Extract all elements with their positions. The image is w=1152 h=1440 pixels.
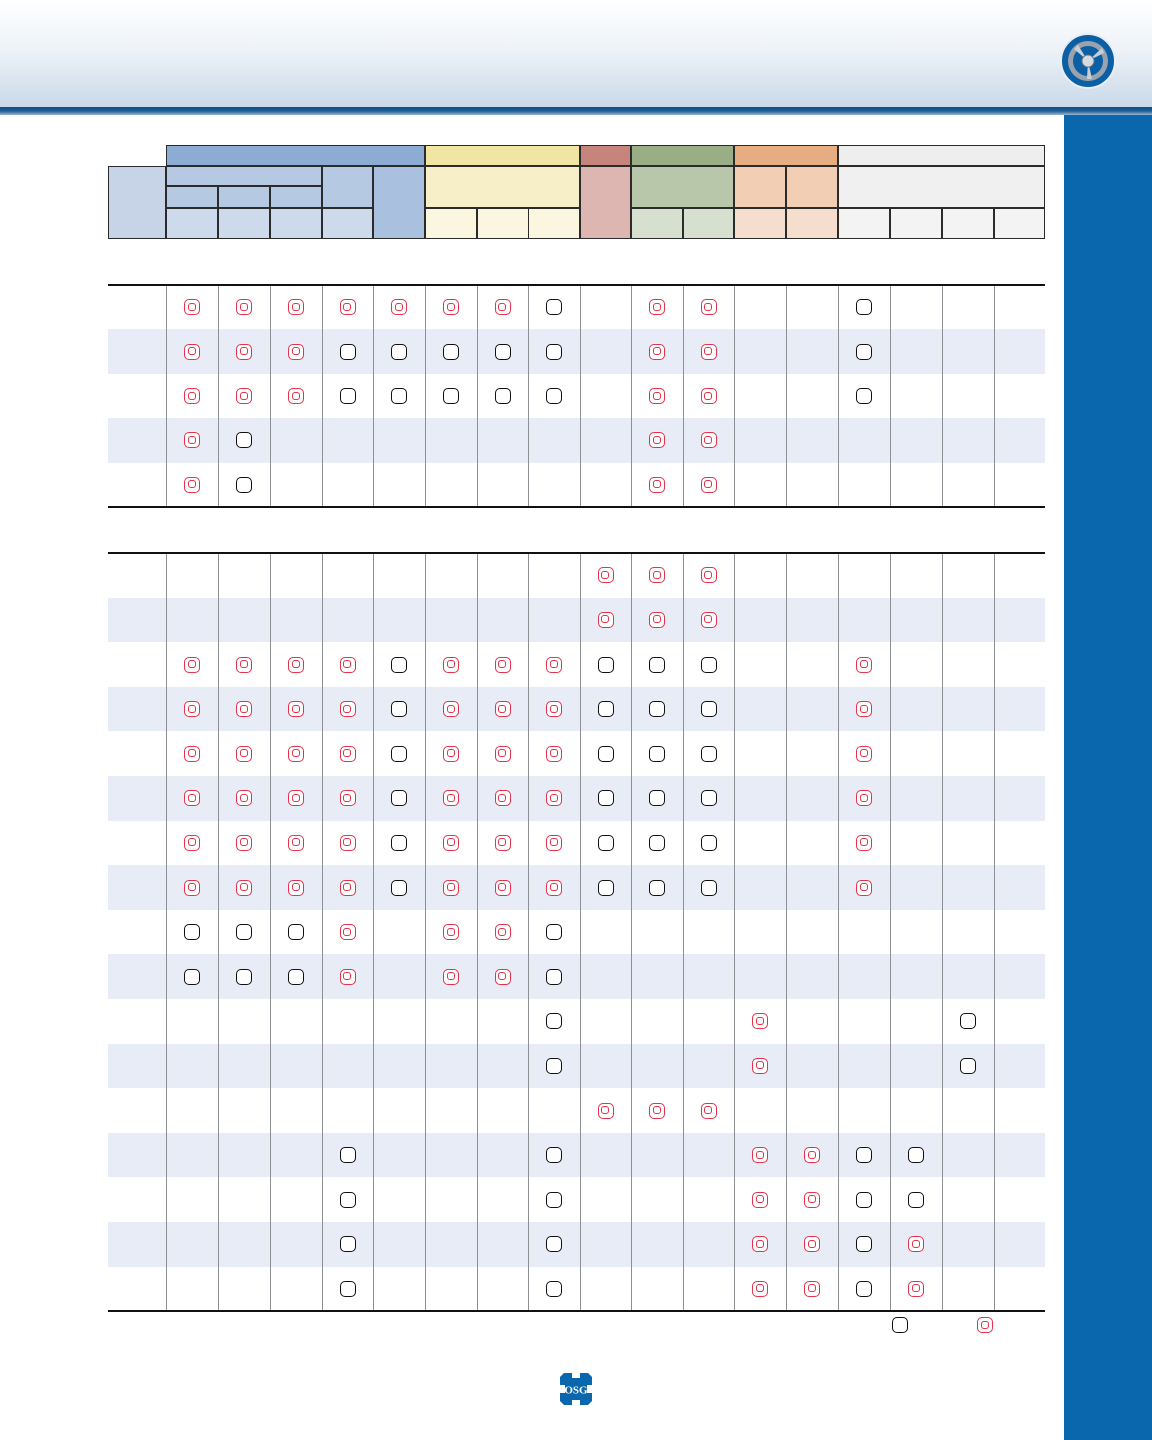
recommended-mark [752, 1058, 768, 1074]
recommended-mark [495, 835, 511, 851]
recommended-mark [752, 1013, 768, 1029]
recommended-mark [236, 790, 252, 806]
recommended-mark [804, 1147, 820, 1163]
group1-sub-e [373, 166, 425, 239]
usable-mark [701, 657, 717, 673]
recommended-mark [701, 1103, 717, 1119]
usable-mark [184, 924, 200, 940]
recommended-mark [340, 701, 356, 717]
group5-sub-b [786, 166, 838, 208]
column-divider [166, 553, 167, 1311]
recommended-mark [184, 835, 200, 851]
usable-mark [443, 388, 459, 404]
recommended-mark [236, 701, 252, 717]
group5-leaf-1 [734, 208, 786, 239]
column-divider [683, 553, 684, 1311]
group-header-6 [838, 145, 1045, 166]
recommended-mark [340, 969, 356, 985]
recommended-mark [701, 612, 717, 628]
group6-leaf-1 [838, 208, 890, 239]
table1-top-rule [108, 284, 1045, 286]
recommended-mark [649, 299, 665, 315]
recommended-mark [856, 880, 872, 896]
recommended-mark [184, 299, 200, 315]
column-divider [528, 553, 529, 1311]
column-divider [477, 285, 478, 507]
recommended-mark [649, 567, 665, 583]
usable-mark [236, 432, 252, 448]
usable-mark [546, 969, 562, 985]
recommended-mark [908, 1281, 924, 1297]
column-divider [994, 553, 995, 1311]
group2-leaf-1 [425, 208, 477, 239]
group1-leaf-1 [166, 208, 218, 239]
usable-mark [546, 1192, 562, 1208]
recommended-mark [649, 388, 665, 404]
recommended-mark [184, 701, 200, 717]
legend-recommended-mark [977, 1317, 993, 1333]
column-divider [580, 553, 581, 1311]
recommended-mark [236, 657, 252, 673]
group1-sub-a [166, 186, 218, 208]
usable-mark [856, 344, 872, 360]
recommended-mark [598, 612, 614, 628]
group4-leaf-1 [631, 208, 683, 239]
column-divider [942, 285, 943, 507]
usable-mark [340, 1236, 356, 1252]
group1-sub-c [270, 186, 322, 208]
usable-mark [649, 790, 665, 806]
recommended-mark [340, 835, 356, 851]
usable-mark [546, 1013, 562, 1029]
usable-mark [649, 746, 665, 762]
usable-mark [391, 388, 407, 404]
recommended-mark [443, 746, 459, 762]
recommended-mark [340, 657, 356, 673]
recommended-mark [804, 1192, 820, 1208]
usable-mark [856, 1281, 872, 1297]
recommended-mark [340, 880, 356, 896]
usable-mark [495, 344, 511, 360]
column-divider [786, 285, 787, 507]
group6-leaf-3 [942, 208, 994, 239]
table2-bottom-rule [108, 1310, 1045, 1312]
usable-mark [546, 299, 562, 315]
osg-logo-icon [556, 1369, 596, 1409]
usable-mark [391, 880, 407, 896]
recommended-mark [288, 299, 304, 315]
recommended-mark [184, 432, 200, 448]
column-divider [477, 553, 478, 1311]
recommended-mark [701, 477, 717, 493]
recommended-mark [495, 657, 511, 673]
usable-mark [546, 1236, 562, 1252]
usable-mark [236, 969, 252, 985]
column-divider [683, 285, 684, 507]
column-divider [942, 553, 943, 1311]
group6-leaf-2 [890, 208, 942, 239]
recommended-mark [184, 344, 200, 360]
row-header-cell [108, 166, 166, 239]
recommended-mark [288, 657, 304, 673]
column-divider [786, 553, 787, 1311]
recommended-mark [701, 299, 717, 315]
usable-mark [649, 657, 665, 673]
column-divider [838, 285, 839, 507]
recommended-mark [546, 701, 562, 717]
recommended-mark [184, 790, 200, 806]
column-divider [166, 285, 167, 507]
group6-leaf-4 [994, 208, 1045, 239]
usable-mark [391, 657, 407, 673]
recommended-mark [701, 344, 717, 360]
recommended-mark [649, 612, 665, 628]
column-divider [322, 553, 323, 1311]
group2-leaf-2 [477, 208, 529, 239]
column-divider [270, 553, 271, 1311]
usable-mark [598, 701, 614, 717]
usable-mark [340, 1192, 356, 1208]
row-stripe [108, 598, 1045, 643]
column-divider [218, 285, 219, 507]
column-divider [373, 285, 374, 507]
group-header-2 [425, 145, 580, 166]
recommended-mark [184, 657, 200, 673]
recommended-mark [495, 701, 511, 717]
usable-mark [236, 924, 252, 940]
usable-mark [649, 835, 665, 851]
recommended-mark [908, 1236, 924, 1252]
recommended-mark [856, 657, 872, 673]
usable-mark [960, 1058, 976, 1074]
column-divider [994, 285, 995, 507]
column-divider [425, 285, 426, 507]
usable-mark [340, 1281, 356, 1297]
recommended-mark [546, 790, 562, 806]
recommended-mark [546, 880, 562, 896]
usable-mark [340, 1147, 356, 1163]
group3-sub [580, 166, 631, 239]
usable-mark [701, 880, 717, 896]
column-divider [270, 285, 271, 507]
usable-mark [546, 344, 562, 360]
usable-mark [391, 746, 407, 762]
column-divider [734, 553, 735, 1311]
recommended-mark [856, 701, 872, 717]
usable-mark [701, 835, 717, 851]
recommended-mark [236, 299, 252, 315]
recommended-mark [236, 835, 252, 851]
usable-mark [856, 388, 872, 404]
group1-sub-d [322, 166, 373, 208]
usable-mark [856, 1147, 872, 1163]
usable-mark [960, 1013, 976, 1029]
column-divider [734, 285, 735, 507]
usable-mark [856, 299, 872, 315]
recommended-mark [288, 746, 304, 762]
group-header-3 [580, 145, 631, 166]
usable-mark [546, 1058, 562, 1074]
recommended-mark [546, 657, 562, 673]
recommended-mark [856, 790, 872, 806]
recommended-mark [495, 299, 511, 315]
group1-sub-header [166, 166, 322, 186]
usable-mark [288, 924, 304, 940]
usable-mark [598, 790, 614, 806]
usable-mark [391, 344, 407, 360]
usable-mark [701, 746, 717, 762]
group1-leaf-3 [270, 208, 322, 239]
row-stripe [108, 1133, 1045, 1178]
recommended-mark [752, 1147, 768, 1163]
usable-mark [908, 1192, 924, 1208]
recommended-mark [236, 880, 252, 896]
usable-mark [391, 835, 407, 851]
recommended-mark [752, 1281, 768, 1297]
group2-sub-header [425, 166, 580, 208]
recommended-mark [288, 344, 304, 360]
usable-mark [598, 835, 614, 851]
recommended-mark [804, 1236, 820, 1252]
recommended-mark [443, 701, 459, 717]
column-divider [218, 553, 219, 1311]
recommended-mark [236, 746, 252, 762]
group6-sub-header [838, 166, 1045, 208]
recommended-mark [443, 835, 459, 851]
recommended-mark [340, 299, 356, 315]
usable-mark [236, 477, 252, 493]
recommended-mark [391, 299, 407, 315]
usable-mark [495, 388, 511, 404]
usable-mark [340, 344, 356, 360]
recommended-mark [495, 969, 511, 985]
recommended-mark [288, 790, 304, 806]
usable-mark [649, 701, 665, 717]
recommended-mark [856, 835, 872, 851]
recommended-mark [495, 924, 511, 940]
usable-mark [546, 1281, 562, 1297]
usable-mark [546, 388, 562, 404]
recommended-mark [752, 1192, 768, 1208]
usable-mark [340, 388, 356, 404]
group-header-5 [734, 145, 838, 166]
recommended-mark [495, 880, 511, 896]
column-divider [631, 553, 632, 1311]
recommended-mark [649, 1103, 665, 1119]
column-divider [631, 285, 632, 507]
recommended-mark [340, 746, 356, 762]
column-divider [838, 553, 839, 1311]
recommended-mark [546, 835, 562, 851]
recommended-mark [443, 924, 459, 940]
recommended-mark [443, 880, 459, 896]
recommended-mark [856, 746, 872, 762]
usable-mark [598, 880, 614, 896]
recommended-mark [752, 1236, 768, 1252]
group5-leaf-2 [786, 208, 838, 239]
row-stripe [108, 1044, 1045, 1089]
group-header-1 [166, 145, 425, 166]
recommended-mark [443, 657, 459, 673]
recommended-mark [184, 477, 200, 493]
row-stripe [108, 1222, 1045, 1267]
group1-sub-b [218, 186, 270, 208]
usable-mark [856, 1236, 872, 1252]
recommended-mark [701, 388, 717, 404]
group-header-4 [631, 145, 734, 166]
usable-mark [598, 746, 614, 762]
group1-leaf-4 [322, 208, 373, 239]
recommended-mark [288, 880, 304, 896]
recommended-mark [443, 299, 459, 315]
recommended-mark [649, 344, 665, 360]
recommended-mark [495, 790, 511, 806]
recommended-mark [288, 835, 304, 851]
column-divider [580, 285, 581, 507]
group4-sub-header [631, 166, 734, 208]
group4-leaf-2 [683, 208, 734, 239]
usable-mark [598, 657, 614, 673]
usable-mark [701, 790, 717, 806]
usable-mark [184, 969, 200, 985]
usable-mark [391, 790, 407, 806]
recommended-mark [443, 969, 459, 985]
usable-mark [856, 1192, 872, 1208]
recommended-mark [495, 746, 511, 762]
recommended-mark [340, 924, 356, 940]
usable-mark [546, 1147, 562, 1163]
group1-leaf-2 [218, 208, 270, 239]
recommended-mark [236, 388, 252, 404]
recommended-mark [236, 344, 252, 360]
recommended-mark [184, 388, 200, 404]
recommended-mark [598, 1103, 614, 1119]
recommended-mark [546, 746, 562, 762]
recommended-mark [184, 746, 200, 762]
column-divider [425, 553, 426, 1311]
recommended-mark [649, 432, 665, 448]
recommended-mark [701, 567, 717, 583]
usable-mark [391, 701, 407, 717]
table2-top-rule [108, 552, 1045, 554]
recommended-mark [340, 790, 356, 806]
group2-leaf-3 [528, 208, 580, 239]
table1-bottom-rule [108, 506, 1045, 508]
column-divider [528, 285, 529, 507]
recommended-mark [288, 388, 304, 404]
recommended-mark [701, 432, 717, 448]
usable-mark [443, 344, 459, 360]
legend-usable-mark [892, 1317, 908, 1333]
recommended-mark [288, 701, 304, 717]
recommended-mark [184, 880, 200, 896]
usable-mark [649, 880, 665, 896]
column-divider [890, 285, 891, 507]
usable-mark [546, 924, 562, 940]
column-divider [890, 553, 891, 1311]
recommended-mark [443, 790, 459, 806]
usable-mark [288, 969, 304, 985]
column-divider [322, 285, 323, 507]
usable-mark [908, 1147, 924, 1163]
recommended-mark [649, 477, 665, 493]
svg-text:OSG: OSG [564, 1384, 588, 1397]
recommended-mark [598, 567, 614, 583]
usable-mark [701, 701, 717, 717]
recommended-mark [804, 1281, 820, 1297]
column-divider [373, 553, 374, 1311]
group5-sub-a [734, 166, 786, 208]
